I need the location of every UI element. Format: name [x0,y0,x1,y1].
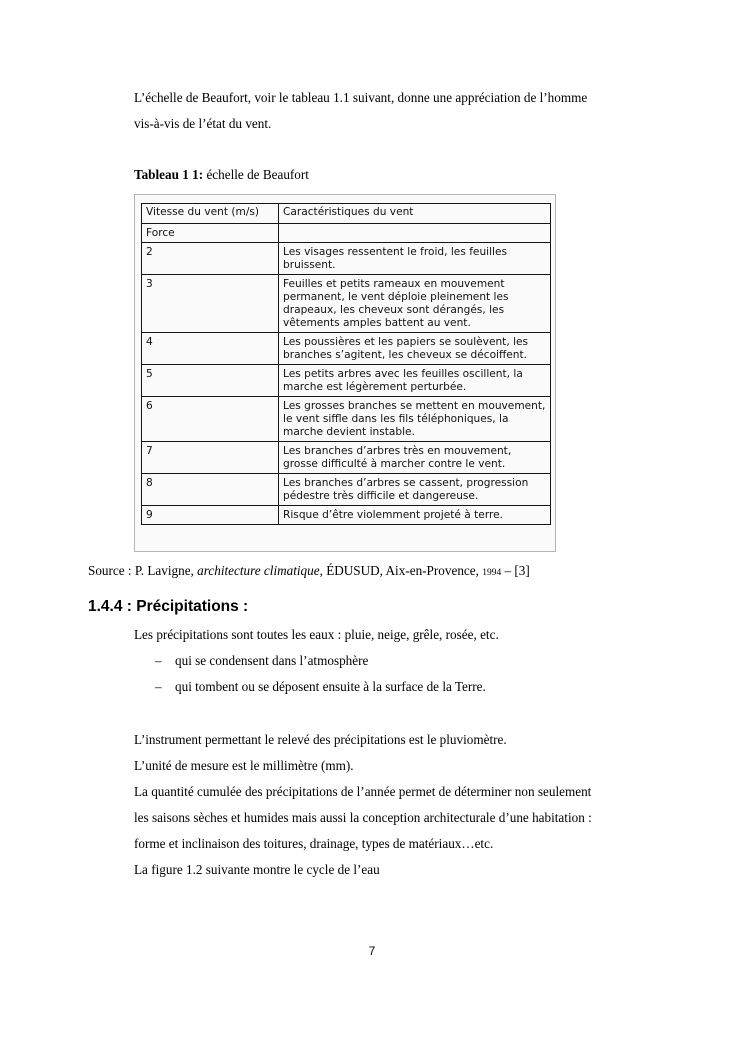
table-row [142,365,551,397]
force-cell: 4 [142,333,279,365]
force-cell: 6 [142,397,279,442]
force-cell: 3 [142,275,279,333]
dash-bullet: – [155,679,162,694]
force-cell: 7 [142,442,279,474]
table-caption-text: échelle de Beaufort [203,167,309,182]
table-row [142,474,551,506]
force-cell: 2 [142,243,279,275]
desc-cell: Les petits arbres avec les feuilles oscillent, la marche est légèrement perturbée. [279,365,551,397]
table-row [142,442,551,474]
beaufort-table [141,203,551,525]
table-row [142,333,551,365]
force-cell: 9 [142,506,279,525]
header-speed: Vitesse du vent (m/s) [142,204,279,224]
desc-cell: Feuilles et petits rameaux en mouvement permanent, le vent déploie pleinement les drapeaux, les cheveux sont dérangés, les vêtements amples battent au vent. [279,275,551,333]
body-line-5: forme et inclinaison des toitures, drainage, types de matériaux…etc. [134,836,494,851]
force-cell: 8 [142,474,279,506]
table-row [142,397,551,442]
body-line-6: La figure 1.2 suivante montre le cycle de l’eau [134,862,380,877]
force-cell: Force [142,224,279,243]
desc-cell: Risque d’être violemment projeté à terre. [279,506,551,525]
body-line-2: L’unité de mesure est le millimètre (mm). [134,758,354,773]
source-title: architecture climatique, [197,563,323,578]
table-header-row [142,204,551,224]
table-row [142,275,551,333]
desc-cell: Les poussières et les papiers se soulèvent, les branches s’agitent, les cheveux se décoiffent. [279,333,551,365]
page-number: 7 [368,944,376,958]
desc-cell: Les grosses branches se mettent en mouvement, le vent siffle dans les fils téléphoniques, la marche devient instable. [279,397,551,442]
source-year: 1994 [482,568,502,578]
table-caption-label: Tableau 1 1: [134,167,204,182]
dash-bullet: – [155,653,162,668]
desc-cell: Les visages ressentent le froid, les feuilles bruissent. [279,243,551,275]
desc-cell [279,224,551,243]
table-row [142,506,551,525]
bullet-text: qui tombent ou se déposent ensuite à la surface de la Terre. [175,679,486,694]
bullet-text: qui se condensent dans l’atmosphère [175,653,369,668]
table-row [142,243,551,275]
source-ref: – [3] [501,563,530,578]
source-publisher: ÉDUSUD, Aix-en-Provence, [322,563,483,578]
bullet-item [155,678,486,696]
force-cell: 5 [142,365,279,397]
source-prefix: Source : P. Lavigne, [88,563,198,578]
beaufort-table-scan [134,194,556,552]
bullet-item [155,652,368,670]
desc-cell: Les branches d’arbres se cassent, progression pédestre très difficile et dangereuse. [279,474,551,506]
table-source [88,563,530,579]
body-line-1: L’instrument permettant le relevé des précipitations est le pluviomètre. [134,732,507,747]
body-line-4: les saisons sèches et humides mais aussi la conception architecturale d’une habitation : [134,810,592,825]
body-line-3: La quantité cumulée des précipitations de l’année permet de déterminer non seulement [134,784,592,799]
table-caption [134,166,309,184]
desc-cell: Les branches d’arbres très en mouvement, grosse difficulté à marcher contre le vent. [279,442,551,474]
section-heading: 1.4.4 : Précipitations : [88,598,249,615]
precip-intro: Les précipitations sont toutes les eaux : pluie, neige, grêle, rosée, etc. [134,627,499,642]
header-characteristics: Caractéristiques du vent [279,204,551,224]
table-row [142,224,551,243]
intro-line-2: vis-à-vis de l’état du vent. [134,116,272,131]
intro-line-1: L’échelle de Beaufort, voir le tableau 1.1 suivant, donne une appréciation de l’homme [134,90,588,105]
